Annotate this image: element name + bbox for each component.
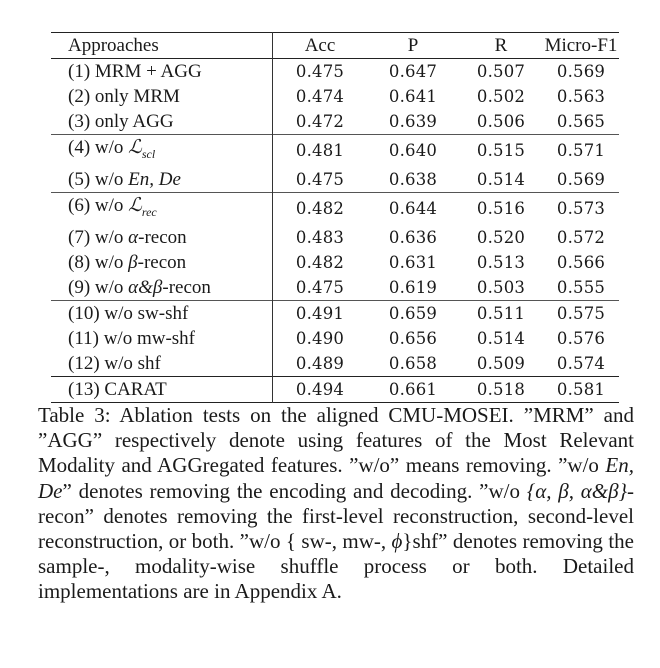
approach-prefix: (6) w/o <box>68 194 129 216</box>
micro-f1-value: 0.574 <box>556 353 606 373</box>
acc-value: 0.475 <box>295 62 345 81</box>
acc-value: 0.472 <box>295 112 345 131</box>
caption-part-3: -recon” denotes removing the first-level reconstruction, second-level reconstruction, or both. ”w/o { sw-, mw-, <box>38 478 634 554</box>
r-value: 0.503 <box>476 277 526 297</box>
approach-math-subscript: rec <box>141 204 157 219</box>
approach-name <box>51 167 273 193</box>
p-value: 0.639 <box>388 112 438 131</box>
caption-part-1: Table 3: Ablation tests on the aligned CMU-MOSEI. ”MRM” and ”AGG” respectively denote using features of the Most Relevant Modality and AGGregated features. ”w/o” means removing. ”w/o <box>38 403 634 478</box>
header-acc: Acc <box>304 35 336 56</box>
approach-name <box>51 250 273 275</box>
table-row <box>51 59 619 85</box>
table-row <box>51 275 619 301</box>
micro-f1-value: 0.565 <box>556 112 606 131</box>
r-value: 0.502 <box>476 87 526 106</box>
approach-math: ℒ <box>128 194 142 216</box>
p-value: 0.636 <box>388 227 438 247</box>
approach-name: (1) MRM + AGG <box>51 59 273 85</box>
p-value: 0.619 <box>388 277 438 297</box>
caption-part-4: }shf” denotes removing the sample-, modality-wise shuffle process or both. Detailed implementations are in Appendix A. <box>38 529 634 604</box>
p-value: 0.647 <box>388 62 438 81</box>
r-value: 0.513 <box>476 252 526 272</box>
acc-value: 0.482 <box>295 199 345 219</box>
micro-f1-value: 0.581 <box>543 376 619 402</box>
micro-f1-value: 0.573 <box>556 199 606 219</box>
table-row <box>51 135 619 167</box>
caption-part-2: ” denotes removing the encoding and decoding. ”w/o <box>62 478 527 503</box>
micro-f1-value: 0.569 <box>556 62 606 81</box>
r-value: 0.509 <box>476 353 526 373</box>
header-micro-f1: Micro-F1 <box>544 35 618 56</box>
r-value: 0.514 <box>476 328 526 348</box>
approach-prefix: (5) w/o <box>68 168 129 190</box>
approach-name: (3) only AGG <box>51 109 273 135</box>
approach-math: En, De <box>128 168 181 190</box>
r-value: 0.516 <box>476 199 526 219</box>
micro-f1-value: 0.569 <box>556 169 606 189</box>
r-value: 0.515 <box>476 141 526 161</box>
micro-f1-value: 0.555 <box>556 277 606 297</box>
approach-name: (2) only MRM <box>51 84 273 109</box>
p-value: 0.659 <box>388 303 438 323</box>
approach-prefix: (4) w/o <box>68 137 129 158</box>
approach-prefix: (7) w/o <box>68 226 129 248</box>
r-value: 0.518 <box>459 376 543 402</box>
approach-suffix: -recon <box>138 226 187 248</box>
acc-value: 0.490 <box>295 328 345 348</box>
approach-suffix: -recon <box>162 276 211 298</box>
approach-name: (13) CARAT <box>51 376 273 402</box>
header-r: R <box>494 35 508 56</box>
table-body <box>51 59 619 403</box>
approach-prefix: (8) w/o <box>68 251 129 273</box>
table-row <box>51 351 619 377</box>
acc-value: 0.482 <box>295 252 345 272</box>
header-approaches: Approaches <box>51 33 273 59</box>
acc-value: 0.491 <box>295 303 345 323</box>
p-value: 0.658 <box>388 353 438 373</box>
approach-name <box>51 225 273 250</box>
caption-math-phi: ϕ <box>391 529 403 554</box>
table-row <box>51 84 619 109</box>
micro-f1-value: 0.576 <box>556 328 606 348</box>
approach-suffix: -recon <box>137 251 187 273</box>
r-value: 0.507 <box>476 62 526 81</box>
table-row <box>51 167 619 193</box>
micro-f1-value: 0.566 <box>556 252 606 272</box>
micro-f1-value: 0.571 <box>556 141 606 161</box>
approach-math: ℒ <box>128 137 142 158</box>
micro-f1-value: 0.572 <box>556 227 606 247</box>
caption-text <box>38 403 634 605</box>
ablation-table <box>51 32 619 403</box>
r-value: 0.520 <box>476 227 526 247</box>
table-row <box>51 326 619 351</box>
p-value: 0.640 <box>388 141 438 161</box>
acc-value: 0.474 <box>295 87 345 106</box>
acc-value: 0.475 <box>295 277 345 297</box>
approach-math: β <box>128 251 138 273</box>
r-value: 0.506 <box>476 112 526 131</box>
table-header-row <box>51 33 619 59</box>
caption-math-alpha-beta: {α, β, α&β} <box>526 478 627 503</box>
p-value: 0.641 <box>388 87 438 106</box>
header-p: P <box>407 35 419 56</box>
approach-name <box>51 192 273 224</box>
table-row <box>51 109 619 135</box>
micro-f1-value: 0.575 <box>556 303 606 323</box>
r-value: 0.514 <box>476 169 526 189</box>
p-value: 0.644 <box>388 199 438 219</box>
approach-math: α&β <box>128 276 163 298</box>
p-value: 0.656 <box>388 328 438 348</box>
caption-math-en-de: En, De <box>38 453 634 503</box>
approach-name <box>51 275 273 301</box>
table-row <box>51 225 619 250</box>
acc-value: 0.494 <box>273 376 368 402</box>
p-value: 0.631 <box>388 252 438 272</box>
approach-name: (11) w/o mw-shf <box>51 326 273 351</box>
table-row <box>51 250 619 275</box>
table-row <box>51 300 619 326</box>
approach-name <box>51 135 273 167</box>
acc-value: 0.489 <box>295 353 345 373</box>
acc-value: 0.483 <box>295 227 345 247</box>
table-caption <box>38 403 634 605</box>
approach-math: α <box>128 226 139 248</box>
acc-value: 0.475 <box>295 169 345 189</box>
micro-f1-value: 0.563 <box>556 87 606 106</box>
table-row <box>51 376 619 402</box>
approach-name: (12) w/o shf <box>51 351 273 377</box>
r-value: 0.511 <box>476 303 526 323</box>
approach-name: (10) w/o sw-shf <box>51 300 273 326</box>
p-value: 0.661 <box>367 376 459 402</box>
table-row <box>51 192 619 224</box>
acc-value: 0.481 <box>295 141 345 161</box>
p-value: 0.638 <box>388 169 438 189</box>
approach-math-subscript: scl <box>141 146 156 161</box>
approach-prefix: (9) w/o <box>68 276 129 298</box>
